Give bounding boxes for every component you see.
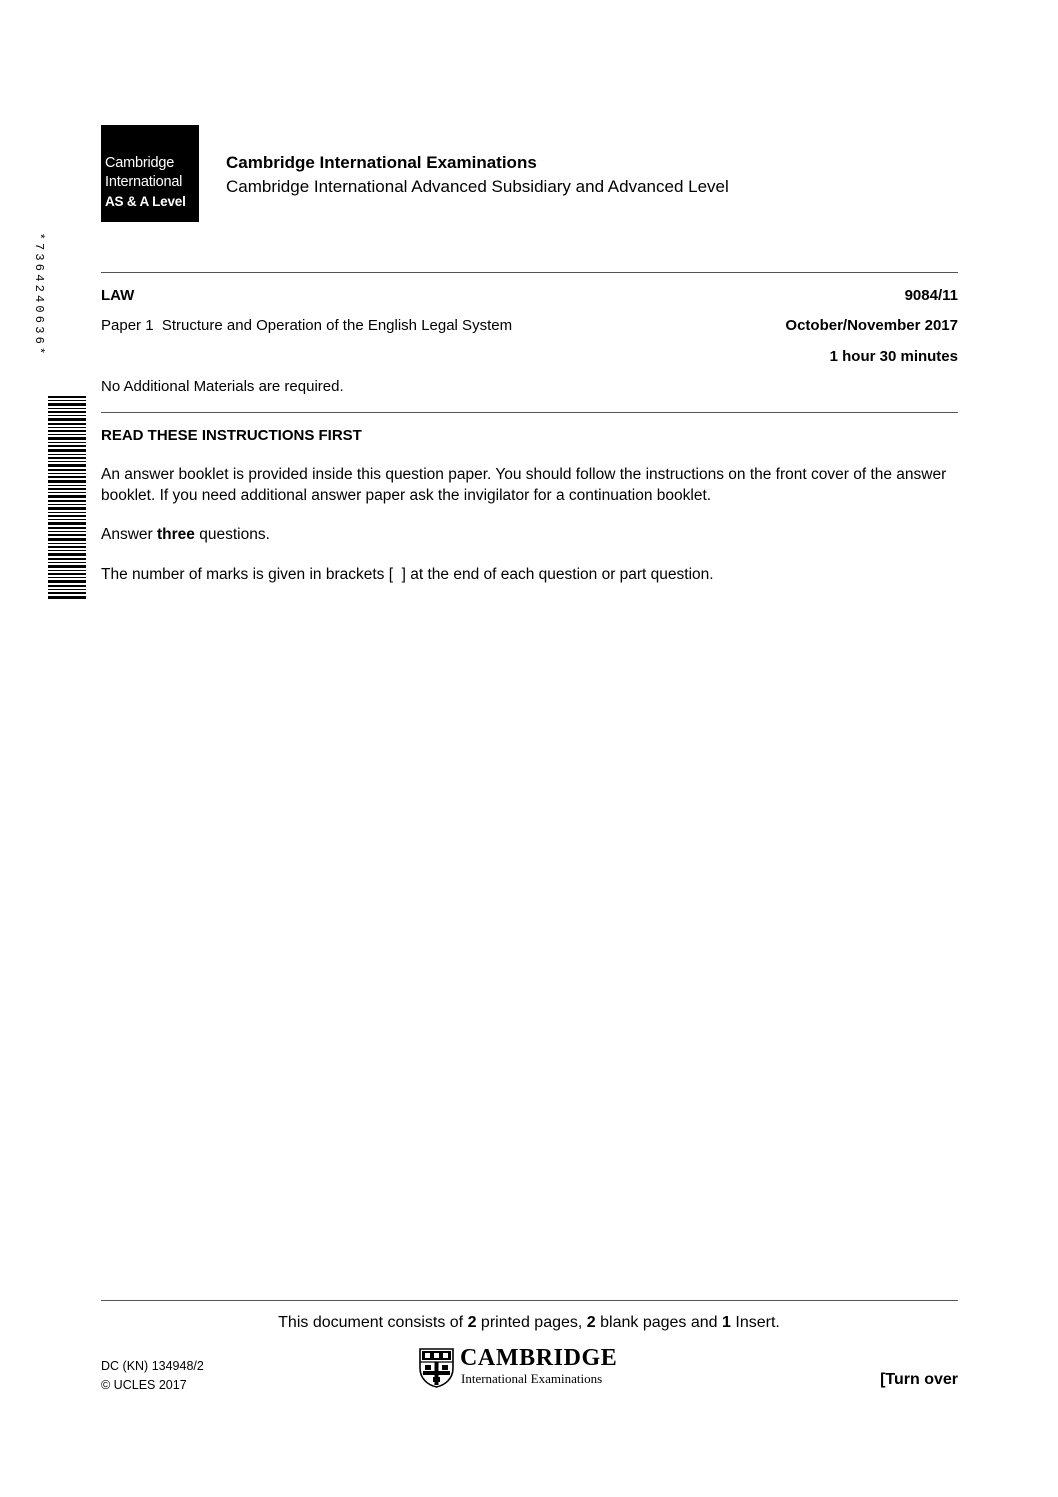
cambridge-logo	[101, 125, 199, 222]
divider-instructions	[101, 412, 958, 413]
qualification: Cambridge International Advanced Subsidiary and Advanced Level	[226, 177, 729, 196]
subject: LAW	[101, 287, 135, 304]
instructions-heading: READ THESE INSTRUCTIONS FIRST	[101, 427, 362, 444]
instruction-marks: The number of marks is given in brackets [ ] at the end of each question or part question.	[101, 566, 714, 583]
reference-code: DC (KN) 134948/2	[101, 1359, 204, 1373]
exam-session: October/November 2017	[785, 317, 958, 334]
logo-line-1: Cambridge	[105, 155, 175, 171]
paper-code: 9084/11	[904, 287, 958, 304]
insert-count: 1	[722, 1314, 731, 1331]
instruction-answer-count	[101, 524, 961, 545]
page-count-note	[0, 1314, 1058, 1332]
page-count-d: Insert.	[730, 1314, 780, 1331]
materials-note: No Additional Materials are required.	[101, 378, 344, 395]
paper-title: Paper 1 Structure and Operation of the English Legal System	[101, 317, 513, 334]
blank-pages-count: 2	[586, 1314, 596, 1331]
logo-line-2: International	[105, 174, 183, 190]
copyright-notice: © UCLES 2017	[101, 1378, 187, 1392]
barcode-number: *7364240636*	[32, 232, 46, 358]
exam-duration: 1 hour 30 minutes	[829, 348, 958, 365]
printed-pages-count: 2	[467, 1314, 477, 1331]
page-count-b: printed pages,	[476, 1314, 587, 1331]
document-reference	[101, 1357, 204, 1395]
page-count-c: blank pages and	[595, 1314, 723, 1331]
instruction-answer-post: questions.	[194, 526, 270, 543]
exam-board: Cambridge International Examinations	[226, 153, 537, 172]
turn-over: [Turn over	[880, 1371, 958, 1388]
instruction-answer-booklet: An answer booklet is provided inside this question paper. You should follow the instructions on the front cover of the answer booklet. If you need additional answer paper ask the invigilator for a continuation booklet.	[101, 466, 947, 504]
divider-footer	[101, 1300, 958, 1301]
barcode	[32, 232, 86, 599]
cambridge-wordmark: CAMBRIDGE	[460, 1345, 618, 1371]
instruction-answer-number: three	[157, 526, 195, 543]
cambridge-wordmark-subtitle: International Examinations	[461, 1371, 603, 1386]
instruction-answer-pre: Answer	[101, 526, 157, 543]
divider-top	[101, 272, 958, 273]
logo-line-3: AS & A Level	[105, 194, 186, 209]
page-count-a: This document consists of	[278, 1314, 468, 1331]
barcode-bars	[48, 396, 86, 599]
cambridge-crest-icon	[419, 1348, 454, 1388]
